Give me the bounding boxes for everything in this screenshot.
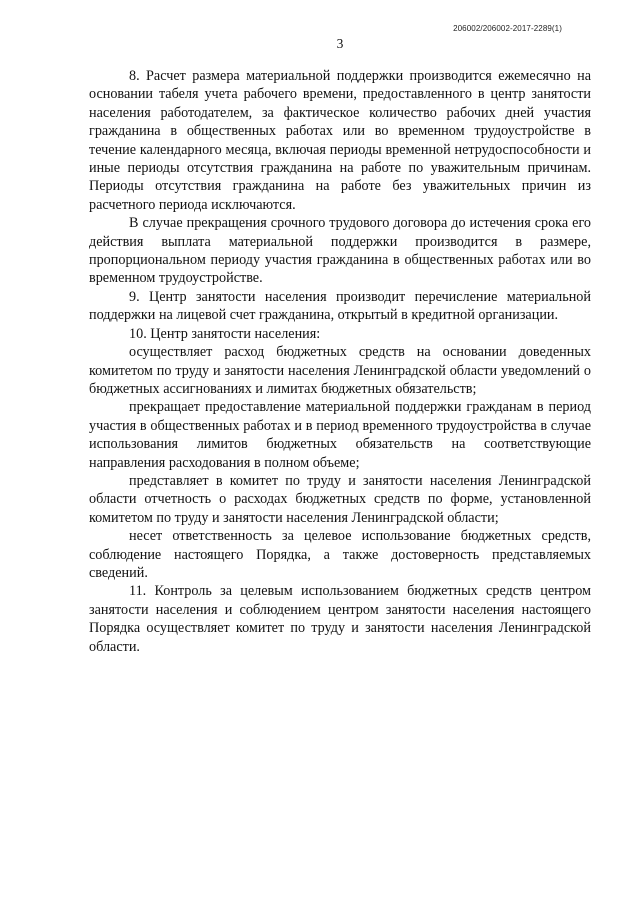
paragraph-10-heading: 10. Центр занятости населения: <box>129 325 321 342</box>
paragraph-10-termination: прекращает предоставление материальной поддержки гражданам в период участия в общественных работах и в период временного трудоустройства в случае использования лимитов бюджетных обязательств на соответствующие направления расходования в полном объеме; <box>89 399 591 471</box>
paragraph-10-responsibility: несет ответственность за целевое использование бюджетных средств, соблюдение настоящего Порядка, а также достоверность представляемых сведений. <box>89 528 591 581</box>
document-body <box>89 67 591 656</box>
paragraph-9-transfer: 9. Центр занятости населения производит перечисление материальной поддержки на лицевой счет гражданина, открытый в кредитной организации. <box>89 288 591 324</box>
paragraph-contract-termination: В случае прекращения срочного трудового договора до истечения срока его действия выплата материальной поддержки производится в размере, пропорциональном периоду участия гражданина в общественных работах или во временном трудоустройстве. <box>89 215 591 287</box>
document-id: 206002/206002-2017-2289(1) <box>453 24 562 33</box>
paragraph-10-reporting: представляет в комитет по труду и занятости населения Ленинградской области отчетность о расходах бюджетных средств по форме, установленной комитетом по труду и занятости населения Ленинградской области; <box>89 472 591 526</box>
paragraph-11-control: 11. Контроль за целевым использованием бюджетных средств центром занятости населения и соблюдением центром занятости населения настоящего Порядка осуществляет комитет по труду и занятости населения Ленинградской области. <box>89 583 591 655</box>
page-number: 3 <box>336 36 344 51</box>
paragraph-8-calculation: 8. Расчет размера материальной поддержки производится ежемесячно на основании табеля учета рабочего времени, предоставленного в центр занятости населения работодателем, за фактическое количество рабочих дней участия гражданина в общественных работах или во временном трудоустройстве в течение календарного месяца, включая периоды временной нетрудоспособности и иные периоды отсутствия гражданина на работе по уважительным причинам. Периоды отсутствия гражданина на работе без уважительных причин из расчетного периода исключаются. <box>89 68 591 213</box>
paragraph-10-expenditure: осуществляет расход бюджетных средств на основании доведенных комитетом по труду и занятости населения Ленинградской области уведомлений о бюджетных ассигнованиях и лимитах бюджетных обязательств; <box>89 344 591 397</box>
